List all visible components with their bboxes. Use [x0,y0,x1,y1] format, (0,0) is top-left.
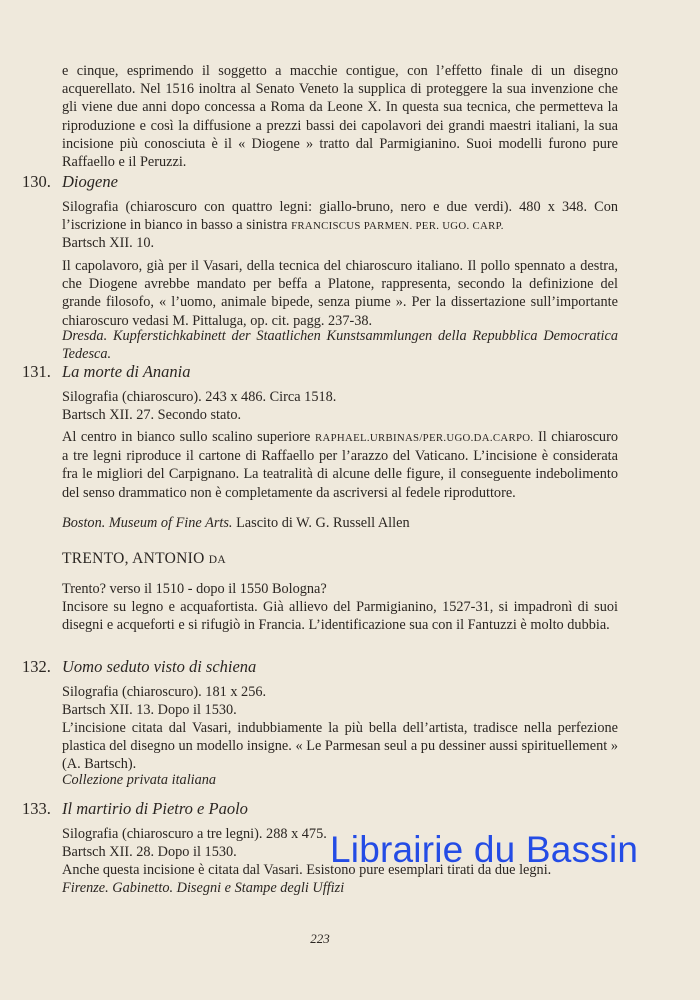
entry-location: Boston. Museum of Fine Arts. Lascito di W. G. Russell Allen [62,515,410,531]
entry-technique: Silografia (chiaroscuro con quattro legni: giallo-bruno, nero e due verdi). 480 x 348. Con l’iscrizione in bianco in basso a sinistra FRANCISCUS PARMEN. PER. UGO. CARP. [62,199,618,234]
entry-number: 131. [22,362,51,381]
intro-paragraph: e cinque, esprimendo il soggetto a macchie contigue, con l’effetto finale di un disegno acquerellato. Nel 1516 inoltra al Senato Veneto la supplica di proteggere la sua invenzione che gli viene due anni dopo concessa a Roma da Leone X. In questa sua tecnica, che permetteva la riproduzione e così la diffusione a prezzi bassi dei capolavori dei grandi maestri italiani, la sua incisione più conosciuta è il « Diogene » tratto dal Parmigianino. Suoi modelli furono pure Raffaello e il Peruzzi. [62,63,618,171]
entry-number: 133. [22,799,51,818]
artist-dates: Trento? verso il 1510 - dopo il 1550 Bologna? [62,581,327,597]
entry-location: Firenze. Gabinetto. Disegni e Stampe degli Uffizi [62,880,345,896]
artist-heading: TRENTO, ANTONIO DA [62,550,226,567]
entry-technique: Silografia (chiaroscuro a tre legni). 288 x 475. [62,826,327,842]
entry-title: Uomo seduto visto di schiena [62,657,257,676]
artist-bio: Incisore su legno e acquafortista. Già allievo del Parmigianino, 1527-31, si impadronì di suoi disegni e acqueforti e si rifugiò in Francia. L’identificazione sua con il Fantuzzi è molto dubbia. [62,599,618,634]
entry-bartsch: Bartsch XII. 27. Secondo stato. [62,407,242,423]
entry-inscription: FRANCISCUS PARMEN. PER. UGO. CARP. [291,220,504,233]
entry-comment: Al centro in bianco sullo scalino superiore RAPHAEL.URBINAS/PER.UGO.DA.CARPO. Il chiaroscuro a tre legni riproduce il cartone di Raffaello per l’arazzo del Vaticano. L’incisione è considerata fra le migliori del Carpignano. La teatralità di alcune delle figure, il conseguente indebolimento del senso drammatico non è completamente da ascriversi al fedele riproduttore. [62,429,618,501]
entry-title: La morte di Anania [62,362,191,381]
entry-title: Diogene [62,172,118,191]
entry-title: Il martirio di Pietro e Paolo [62,799,248,818]
entry-number: 132. [22,657,51,676]
entry-comment: Anche questa incisione è citata dal Vasari. Esistono pure esemplari tirati da due legni. [62,862,552,878]
entry-inscription: RAPHAEL.URBINAS/PER.UGO.DA.CARPO. [314,432,534,444]
entry-bartsch: Bartsch XII. 13. Dopo il 1530. [62,702,237,718]
page-number: 223 [310,931,330,946]
entry-number: 130. [22,172,51,191]
watermark: Librairie du Bassin [330,829,639,870]
entry-bartsch: Bartsch XII. 28. Dopo il 1530. [62,844,237,860]
entry-technique: Silografia (chiaroscuro). 243 x 486. Circa 1518. [62,389,337,405]
entry-location: Collezione privata italiana [62,772,217,788]
entry-comment: Il capolavoro, già per il Vasari, della tecnica del chiaroscuro italiano. Il pollo spennato a destra, che Diogene avrebbe mandato per beffa a Platone, rappresenta, secondo la definizione del grande filosofo, « l’uomo, animale bipede, senza piume ». Per la dissertazione sull’importante chiaroscuro vedasi M. Pittaluga, op. cit. pagg. 237-38. [62,258,618,329]
entry-technique: Silografia (chiaroscuro). 181 x 256. [62,684,267,700]
entry-comment: L’incisione citata dal Vasari, indubbiamente la più bella dell’artista, tradisce nella perfezione plastica del disegno un modello insigne. « Le Parmesan seul a pu dessiner aussi spirituellement » (A. Bartsch). [62,720,618,773]
entry-location: Dresda. Kupferstichkabinett der Staatlichen Kunstsammlungen della Repubblica Democratica Tedesca. [62,328,618,363]
entry-bartsch: Bartsch XII. 10. [62,235,155,251]
